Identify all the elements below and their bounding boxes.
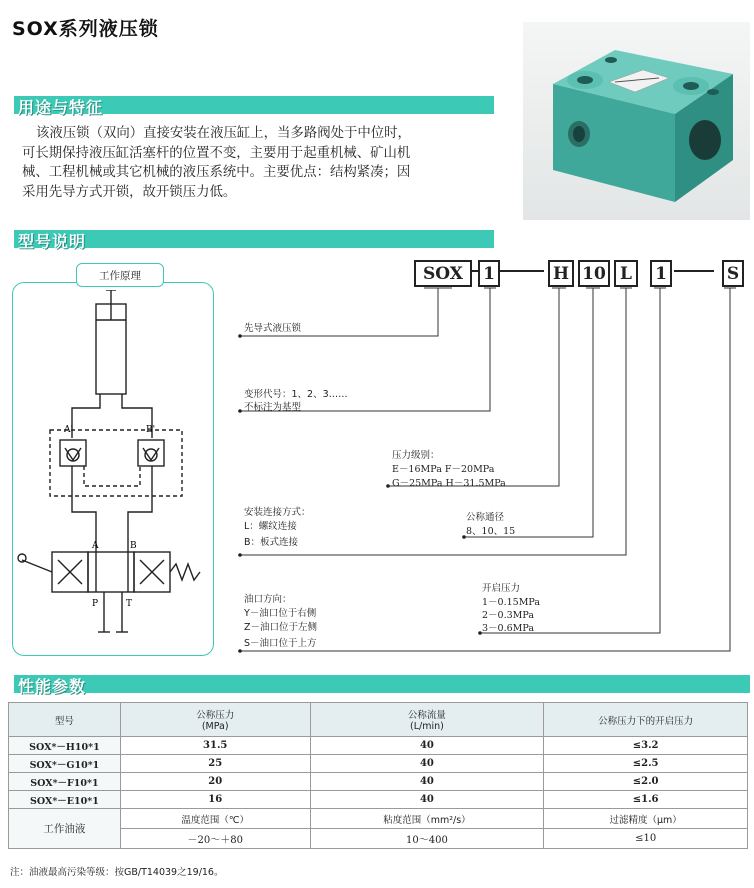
oil-label-row — [9, 809, 748, 829]
code-box-open-pressure: 1 — [650, 260, 672, 287]
code-box-port-direction: S — [722, 260, 744, 287]
note-pilot-type: 先导式液压锁 — [244, 323, 302, 334]
note-port-line3: S－油口位于上方 — [244, 638, 317, 649]
note-open-title: 开启压力 — [482, 583, 521, 594]
intro-line: 该液压锁（双向）直接安装在液压缸上，当多路阀处于中位时， — [36, 126, 411, 141]
note-connection-title: 安装连接方式： — [244, 507, 311, 518]
table-row: SOX*－F10*1 20 40 ≤2.0 — [9, 773, 748, 791]
filter-label: 过滤精度（μm） — [544, 809, 748, 829]
note-port-title: 油口方向： — [244, 594, 292, 605]
port-p-label: P — [92, 599, 99, 609]
code-box-pressure: H — [548, 260, 574, 287]
note-open-line2: 2－0.3MPa — [482, 610, 535, 621]
intro-line: 可长期保持液压缸活塞杆的位置不变，主要用于起重机械、矿山机 — [22, 145, 411, 161]
oil-label: 工作油液 — [9, 809, 121, 849]
product-photo — [523, 22, 750, 220]
table-row: SOX*－E10*1 16 40 ≤1.6 — [9, 791, 748, 809]
header-open-pressure: 公称压力下的开启压力 — [544, 703, 748, 737]
note-pressure-line2: G－25MPa H－31.5MPa — [392, 478, 506, 489]
note-variant-line2: 不标注为基型 — [244, 402, 302, 413]
code-dash — [500, 270, 544, 272]
note-open-line1: 1－0.15MPa — [482, 597, 541, 608]
note-port-line2: Z－油口位于左侧 — [244, 622, 318, 633]
port-a-label: A — [92, 541, 99, 551]
note-size-title: 公称通径 — [466, 512, 505, 523]
code-dash — [470, 270, 478, 272]
code-box-size: 10 — [578, 260, 610, 287]
code-box-connection: L — [614, 260, 638, 287]
port-b-label: B — [130, 541, 137, 551]
section-bar-params — [14, 675, 750, 696]
header-pressure: 公称压力 (MPa) — [120, 703, 310, 737]
viscosity-label: 粘度范围（mm²/s） — [310, 809, 544, 829]
header-flow: 公称流量 (L/min) — [310, 703, 544, 737]
table-row: SOX*－G10*1 25 40 ≤2.5 — [9, 755, 748, 773]
page-title: SOX系列液压锁 — [12, 18, 159, 40]
params-table — [8, 702, 748, 849]
filter-value: ≤10 — [544, 829, 748, 849]
code-dash — [674, 270, 714, 272]
intro-line: 采用先导方式开锁，故开锁压力低。 — [22, 184, 237, 200]
principle-tab: 工作原理 — [76, 263, 164, 287]
note-pressure-title: 压力级别： — [392, 450, 440, 461]
temp-label: 温度范围（℃） — [120, 809, 310, 829]
note-open-line3: 3－0.6MPa — [482, 623, 535, 634]
viscosity-value: 10～400 — [310, 829, 544, 849]
header-model: 型号 — [9, 703, 121, 737]
section-bar-usage — [14, 96, 494, 117]
section-bar-model — [14, 230, 494, 251]
note-variant-line1: 变形代号：1、2、3…… — [244, 389, 348, 400]
intro-paragraph — [22, 124, 502, 202]
section-title-params: 性能参数 — [18, 677, 87, 696]
port-a1-label: A' — [64, 425, 73, 435]
footnote: 注：油液最高污染等级：按GB/T14039之19/16。 — [10, 867, 224, 878]
intro-line: 械、工程机械或其它机械的液压系统中。主要优点：结构紧凑；因 — [22, 165, 411, 180]
code-box-variant: 1 — [478, 260, 500, 287]
hydraulic-lock-image — [523, 22, 750, 220]
section-title-usage: 用途与特征 — [18, 98, 104, 117]
port-b1-label: B' — [146, 425, 156, 435]
note-port-line1: Y－油口位于右侧 — [244, 608, 317, 619]
table-row: SOX*－H10*1 31.5 40 ≤3.2 — [9, 737, 748, 755]
port-t-label: T — [126, 599, 133, 609]
temp-value: －20～＋80 — [120, 829, 310, 849]
code-box-sox: SOX — [414, 260, 472, 287]
table-header-row — [9, 703, 748, 737]
note-connection-line2: B：板式连接 — [244, 537, 299, 548]
hydraulic-schematic — [12, 290, 212, 650]
note-connection-line1: L：螺纹连接 — [244, 521, 297, 532]
section-title-model: 型号说明 — [18, 232, 87, 251]
note-size-values: 8、10、15 — [466, 526, 516, 537]
note-pressure-line1: E－16MPa F－20MPa — [392, 464, 495, 475]
